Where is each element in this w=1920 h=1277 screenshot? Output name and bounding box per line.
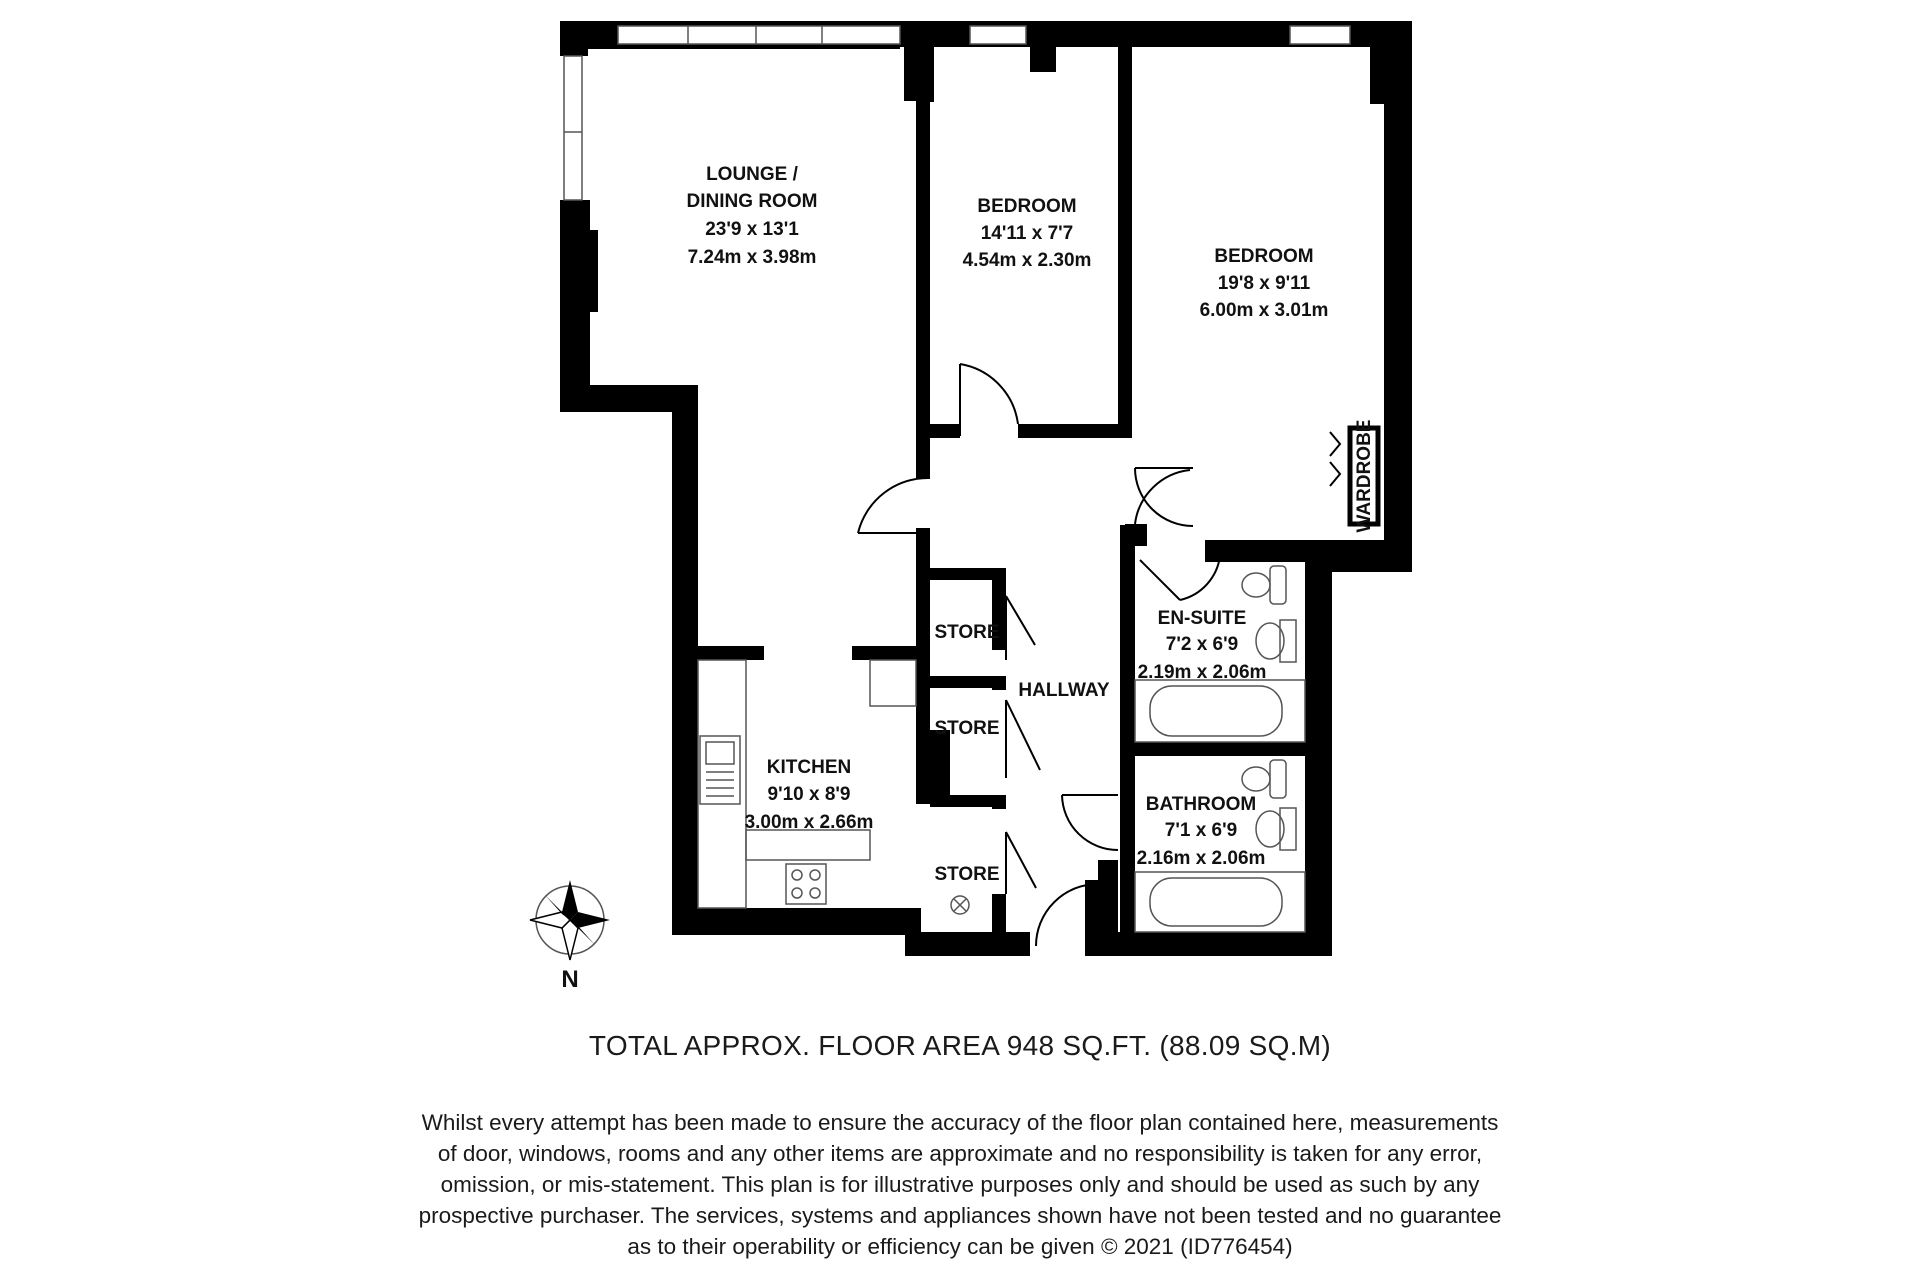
basin-icon — [1280, 620, 1296, 662]
disclaimer-line: of door, windows, rooms and any other items are approximate and no responsibility is taken for any error, — [437, 1141, 1483, 1166]
bedroom1-imperial: 14'11 x 7'7 — [980, 223, 1074, 244]
store2-name: STORE — [934, 718, 1000, 739]
hob-icon — [786, 864, 826, 904]
bedroom1-metric: 4.54m x 2.30m — [962, 250, 1092, 271]
compass-rose-icon — [530, 880, 610, 960]
disclaimer-line: prospective purchaser. The services, systems and appliances shown have not been tested and no guarantee — [418, 1203, 1502, 1228]
ensuite-metric: 2.19m x 2.06m — [1137, 662, 1267, 683]
bathroom-metric: 2.16m x 2.06m — [1136, 848, 1266, 869]
bath-icon — [1150, 686, 1282, 736]
bedroom2-metric: 6.00m x 3.01m — [1199, 300, 1329, 321]
doors — [858, 364, 1340, 946]
hallway-name: HALLWAY — [1018, 680, 1110, 701]
kitchen-metric: 3.00m x 2.66m — [744, 812, 874, 833]
lounge-name-line2: DINING ROOM — [686, 191, 818, 212]
bedroom2-name: BEDROOM — [1214, 246, 1314, 267]
store3-name: STORE — [934, 864, 1000, 885]
lounge-name-line1: LOUNGE / — [706, 164, 798, 185]
bathroom-name: BATHROOM — [1145, 794, 1257, 815]
lounge-imperial: 23'9 x 13'1 — [705, 219, 799, 240]
bath-icon — [1150, 878, 1282, 926]
kitchen-imperial: 9'10 x 8'9 — [767, 784, 851, 805]
total-floor-area: TOTAL APPROX. FLOOR AREA 948 SQ.FT. (88.09 SQ.M) — [588, 1030, 1332, 1061]
bathroom-imperial: 7'1 x 6'9 — [1164, 820, 1238, 841]
disclaimer-line: omission, or mis-statement. This plan is for illustrative purposes only and should be used as such by any — [440, 1172, 1480, 1197]
compass-label: N — [561, 966, 579, 993]
toilet-icon — [1270, 566, 1286, 604]
toilet-icon — [1270, 760, 1286, 798]
bedroom2-imperial: 19'8 x 9'11 — [1217, 273, 1311, 294]
windows — [564, 26, 1350, 200]
bedroom1-name: BEDROOM — [977, 196, 1077, 217]
ensuite-imperial: 7'2 x 6'9 — [1165, 634, 1239, 655]
kitchen-name: KITCHEN — [766, 757, 852, 778]
bathroom-fixtures — [1135, 760, 1305, 932]
boiler-icon — [951, 896, 969, 914]
store1-name: STORE — [934, 622, 1000, 643]
disclaimer — [360, 1107, 1560, 1262]
disclaimer-line: as to their operability or efficiency can be given © 2021 (ID776454) — [627, 1234, 1293, 1259]
ensuite-name: EN-SUITE — [1157, 608, 1247, 629]
basin-icon — [1280, 808, 1296, 850]
disclaimer-line: Whilst every attempt has been made to ensure the accuracy of the floor plan contained here, measurements — [421, 1110, 1499, 1135]
lounge-metric: 7.24m x 3.98m — [687, 247, 817, 268]
walls — [560, 21, 1412, 956]
wardrobe-label: WARDROBE — [1354, 419, 1375, 533]
